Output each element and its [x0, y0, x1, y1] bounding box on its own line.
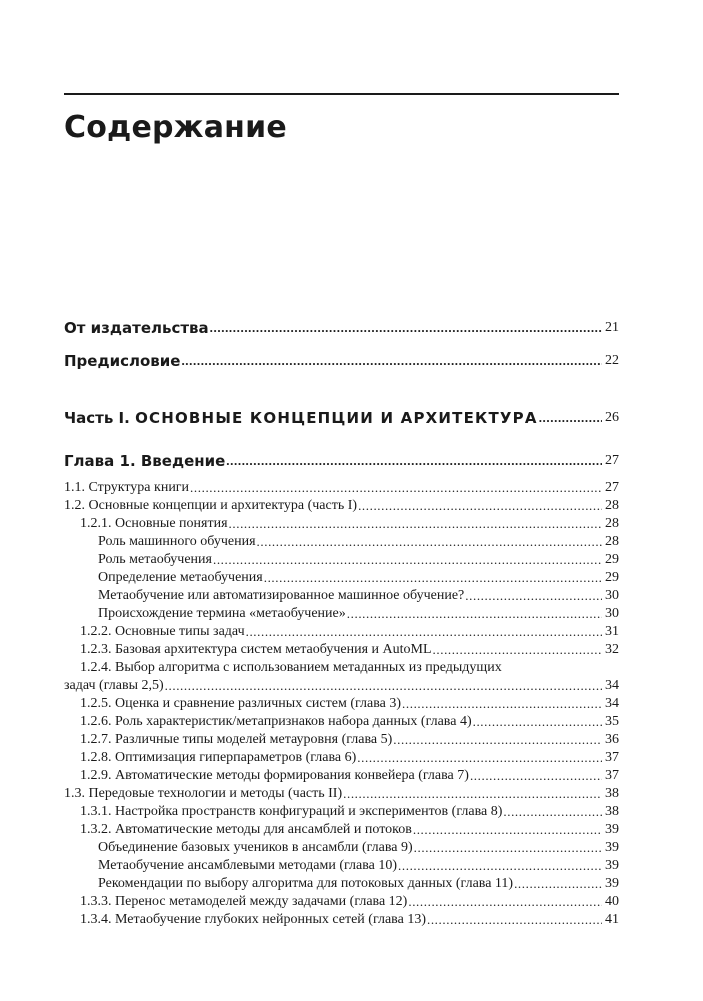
toc-page-number: 39 — [605, 822, 619, 837]
leader-dots — [473, 713, 602, 731]
toc-page-number: 29 — [605, 552, 619, 567]
leader-dots — [257, 533, 602, 551]
toc-entry[interactable] — [64, 785, 619, 803]
toc-page-number: 27 — [605, 480, 619, 495]
leader-dots — [433, 641, 602, 659]
toc-entry-label: 1.2.5. Оценка и сравнение различных систем (глава 3) — [80, 696, 402, 711]
toc-entry[interactable] — [64, 839, 619, 857]
toc-entry[interactable] — [64, 587, 619, 605]
toc-entry[interactable] — [64, 533, 619, 551]
toc-entry-label: 1.3.2. Автоматические методы для ансамблей и потоков — [80, 822, 412, 837]
leader-dots — [393, 731, 602, 749]
part-prefix: Часть I. — [64, 409, 130, 427]
toc-entry-publisher[interactable] — [64, 318, 619, 338]
toc-entry-label: Объединение базовых учеников в ансамбли (глава 9) — [98, 840, 413, 855]
toc-page-number: 28 — [605, 516, 619, 531]
toc-entry[interactable] — [64, 911, 619, 929]
toc-entry[interactable] — [64, 551, 619, 569]
toc-entry-label: 1.3.1. Настройка пространств конфигураций и экспериментов (глава 8) — [80, 804, 503, 819]
toc-entry-label: 1.2.3. Базовая архитектура систем метаобучения и AutoML — [80, 642, 432, 657]
toc-page-number: 21 — [605, 320, 619, 335]
leader-dots — [357, 749, 602, 767]
toc-entry-label: 1.2.1. Основные понятия — [80, 516, 228, 531]
leader-dots — [229, 515, 602, 533]
leader-dots — [213, 551, 602, 569]
toc-entry-chapter-1[interactable] — [64, 451, 619, 471]
toc-page-number: 32 — [605, 642, 619, 657]
toc-page-number: 34 — [605, 696, 619, 711]
toc-page-number: 37 — [605, 750, 619, 765]
toc-page-number: 39 — [605, 876, 619, 891]
toc-page-number: 28 — [605, 498, 619, 513]
toc-entry-label: Предисловие — [64, 352, 181, 370]
toc-entry-label: 1.2.2. Основные типы задач — [80, 624, 245, 639]
toc-page-number: 38 — [605, 804, 619, 819]
toc-entry-label: Роль метаобучения — [98, 552, 212, 567]
toc-page-number: 41 — [605, 912, 619, 927]
toc-entry[interactable] — [64, 857, 619, 875]
toc-page-number: 39 — [605, 858, 619, 873]
toc-entry[interactable] — [64, 479, 619, 497]
toc-entry-label: задач (главы 2,5) — [64, 678, 164, 693]
toc-entry-label: 1.3.3. Перенос метамоделей между задачами (глава 12) — [80, 894, 408, 909]
toc-page-number: 30 — [605, 588, 619, 603]
leader-dots — [358, 497, 602, 515]
leader-dots — [181, 351, 602, 371]
toc-page-number: 22 — [605, 353, 619, 368]
leader-dots — [413, 821, 602, 839]
leader-dots — [210, 318, 602, 338]
toc-entry-label: Происхождение термина «метаобучение» — [98, 606, 346, 621]
toc-entry-label: 1.3. Передовые технологии и методы (часть II) — [64, 786, 343, 801]
toc-page-number: 40 — [605, 894, 619, 909]
part-title: ОСНОВНЫЕ КОНЦЕПЦИИ И АРХИТЕКТУРА — [135, 409, 538, 427]
toc-page-number: 30 — [605, 606, 619, 621]
toc-page-number: 34 — [605, 678, 619, 693]
toc-entry[interactable] — [64, 569, 619, 587]
leader-dots — [470, 767, 602, 785]
toc-entry-label: Метаобучение ансамблевыми методами (глава 10) — [98, 858, 398, 873]
toc-entry-label: 1.2.6. Роль характеристик/метапризнаков набора данных (глава 4) — [80, 714, 472, 729]
toc-page-number: 29 — [605, 570, 619, 585]
toc-entry-label: 1.2.8. Оптимизация гиперпараметров (глава 6) — [80, 750, 357, 765]
toc-entry[interactable] — [64, 731, 619, 749]
leader-dots — [408, 893, 602, 911]
toc-page-number: 38 — [605, 786, 619, 801]
page-title: Содержание — [64, 110, 287, 145]
toc-entry-label: Определение метаобучения — [98, 570, 263, 585]
toc-entry-label: Роль машинного обучения — [98, 534, 256, 549]
toc-entry[interactable] — [64, 497, 619, 515]
toc-page-number: 28 — [605, 534, 619, 549]
leader-dots — [343, 785, 602, 803]
leader-dots — [539, 408, 602, 428]
toc-entry[interactable] — [64, 821, 619, 839]
toc-page-number: 39 — [605, 840, 619, 855]
toc-entry[interactable] — [64, 641, 619, 659]
toc-page-number: 36 — [605, 732, 619, 747]
toc-entry[interactable] — [64, 803, 619, 821]
toc-entry[interactable] — [64, 515, 619, 533]
toc-entry-label: Глава 1. Введение — [64, 452, 226, 470]
toc-page-number: 26 — [605, 410, 619, 425]
toc-entry-label: Рекомендации по выбору алгоритма для потоковых данных (глава 11) — [98, 876, 514, 891]
toc-entry-label: 1.1. Структура книги — [64, 480, 190, 495]
toc-entry-label: 1.3.4. Метаобучение глубоких нейронных сетей (глава 13) — [80, 912, 426, 927]
toc-page-number: 35 — [605, 714, 619, 729]
leader-dots — [246, 623, 602, 641]
toc-entry-label: 1.2. Основные концепции и архитектура (часть I) — [64, 498, 358, 513]
leader-dots — [264, 569, 602, 587]
toc-page-number: 27 — [605, 453, 619, 468]
toc-entry[interactable] — [64, 767, 619, 785]
toc-entry[interactable] — [64, 749, 619, 767]
toc-entry[interactable] — [64, 875, 619, 893]
toc-entry-line1: 1.2.4. Выбор алгоритма с использованием метаданных из предыдущих — [80, 660, 502, 675]
leader-dots — [414, 839, 602, 857]
toc-entry-part-1[interactable] — [64, 408, 619, 428]
toc-entry[interactable] — [64, 713, 619, 731]
toc-entry-preface[interactable] — [64, 351, 619, 371]
leader-dots — [226, 451, 602, 471]
leader-dots — [503, 803, 602, 821]
toc-entry[interactable] — [64, 623, 619, 641]
leader-dots — [165, 677, 602, 695]
toc-entry[interactable] — [64, 893, 619, 911]
toc-page-number: 37 — [605, 768, 619, 783]
top-rule — [64, 93, 619, 95]
toc-entry-label — [64, 408, 538, 428]
leader-dots — [190, 479, 602, 497]
leader-dots — [514, 875, 602, 893]
leader-dots — [427, 911, 602, 929]
toc-entry[interactable] — [64, 605, 619, 623]
toc-entry-label: 1.2.7. Различные типы моделей метауровня (глава 5) — [80, 732, 393, 747]
leader-dots — [402, 695, 602, 713]
toc-entry-label: Метаобучение или автоматизированное машинное обучение? — [98, 588, 465, 603]
leader-dots — [347, 605, 602, 623]
leader-dots — [465, 587, 602, 605]
toc-entry-label: 1.2.9. Автоматические методы формирования конвейера (глава 7) — [80, 768, 469, 783]
toc-page-number: 31 — [605, 624, 619, 639]
leader-dots — [398, 857, 602, 875]
toc-entry[interactable] — [64, 677, 619, 695]
toc-entry-label: От издательства — [64, 319, 209, 337]
toc-entry[interactable] — [64, 695, 619, 713]
